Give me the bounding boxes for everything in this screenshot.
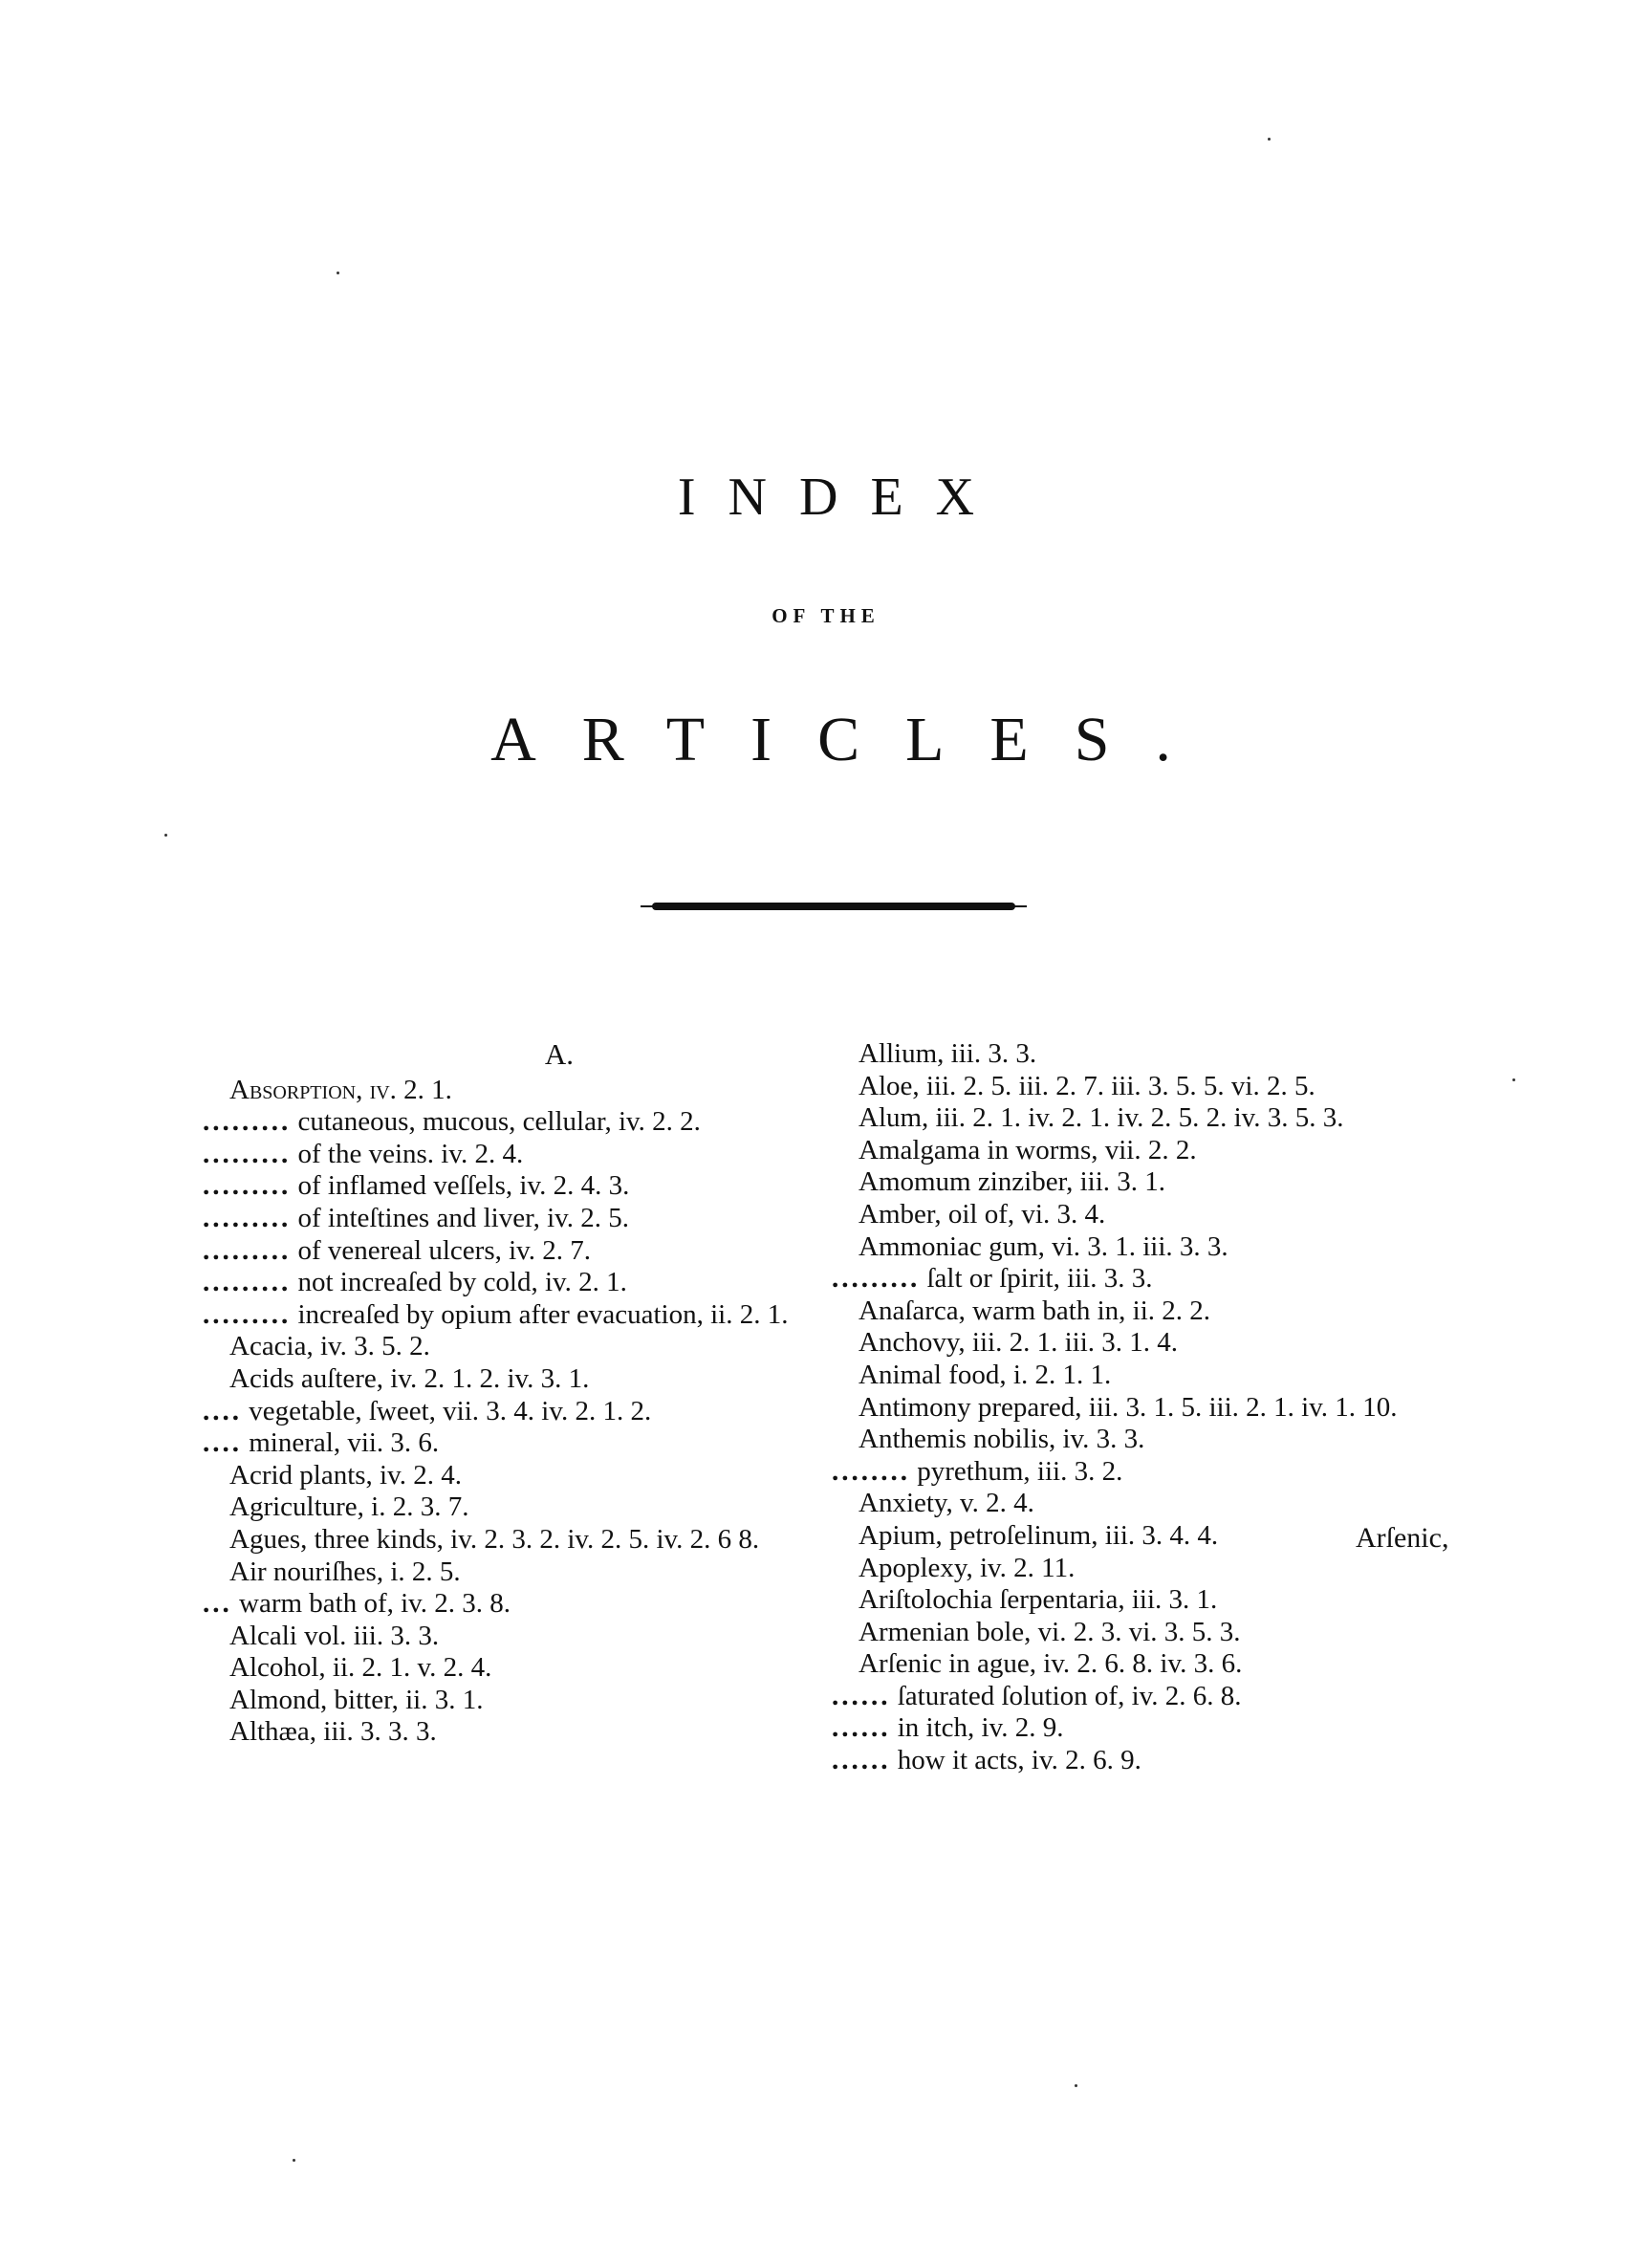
- ditto-leader: ...: [203, 1588, 232, 1620]
- entry-text: of inflamed veſſels, iv. 2. 4. 3.: [297, 1170, 630, 1202]
- index-entry: [859, 1231, 1470, 1264]
- index-entry: [859, 1488, 1470, 1520]
- index-entry: [859, 1584, 1470, 1617]
- print-speck: [1268, 138, 1271, 141]
- index-entry: [832, 1745, 1470, 1777]
- ditto-leader: .........: [203, 1267, 292, 1298]
- entry-text: ſalt or ſpirit, iii. 3. 3.: [926, 1263, 1153, 1295]
- entry-text: Anchovy, iii. 2. 1. iii. 3. 1. 4.: [859, 1327, 1179, 1359]
- index-entry: [832, 1712, 1470, 1745]
- entry-text: Aloe, iii. 2. 5. iii. 2. 7. iii. 3. 5. 5. vi. 2. 5.: [859, 1070, 1315, 1101]
- entry-text: Amber, oil of, vi. 3. 4.: [859, 1198, 1106, 1230]
- entry-list-left: [203, 1074, 822, 1749]
- entry-text: Allium, iii. 3. 3.: [859, 1038, 1037, 1069]
- entry-text: how it acts, iv. 2. 6. 9.: [897, 1745, 1141, 1776]
- entry-text: in itch, iv. 2. 9.: [897, 1712, 1064, 1744]
- entry-text: of the veins. iv. 2. 4.: [297, 1138, 524, 1169]
- entry-text: Amalgama in worms, vii. 2. 2.: [859, 1134, 1197, 1165]
- entry-text: Ammoniac gum, vi. 3. 1. iii. 3. 3.: [859, 1230, 1228, 1262]
- entry-text: Apium, petroſelinum, iii. 3. 4. 4.: [859, 1519, 1219, 1551]
- index-entry: [203, 1106, 822, 1139]
- index-entry: [229, 1621, 822, 1653]
- index-column-left: [203, 1037, 822, 1749]
- index-entry: [859, 1199, 1470, 1231]
- entry-text: Althæa, iii. 3. 3. 3.: [229, 1716, 437, 1748]
- index-entry: [203, 1588, 822, 1621]
- entry-text: Apoplexy, iv. 2. 11.: [859, 1552, 1076, 1583]
- ditto-leader: ......: [832, 1712, 891, 1744]
- entry-text: cutaneous, mucous, cellular, iv. 2. 2.: [297, 1106, 701, 1138]
- decorative-rule: [652, 903, 1015, 910]
- index-entry: [859, 1648, 1470, 1681]
- ditto-leader: ......: [832, 1745, 891, 1776]
- page-title: INDEX: [677, 468, 1008, 527]
- ditto-leader: .........: [203, 1138, 292, 1169]
- index-entry: [229, 1331, 822, 1363]
- entry-text: Almond, bitter, ii. 3. 1.: [229, 1684, 484, 1715]
- index-entry: [203, 1395, 822, 1428]
- index-entry: [203, 1170, 822, 1203]
- entry-list-right: [832, 1038, 1470, 1777]
- index-entry: [859, 1135, 1470, 1167]
- index-entry: [229, 1460, 822, 1492]
- entry-text: of venereal ulcers, iv. 2. 7.: [297, 1234, 592, 1266]
- index-entry: [203, 1427, 822, 1460]
- entry-text: Agues, three kinds, iv. 2. 3. 2. iv. 2. 5. iv. 2. 6 8.: [229, 1523, 760, 1555]
- index-entry: [203, 1202, 822, 1235]
- index-entry: [203, 1298, 822, 1332]
- entry-text: Amomum zinziber, iii. 3. 1.: [859, 1166, 1166, 1198]
- catchword: Arſenic,: [1356, 1522, 1449, 1554]
- ditto-leader: .........: [203, 1106, 292, 1138]
- ditto-leader: .........: [203, 1202, 292, 1233]
- index-entry: [229, 1652, 822, 1685]
- page-subtitle: ARTICLES.: [490, 705, 1217, 774]
- index-entry: [832, 1680, 1470, 1713]
- entry-text: ſaturated ſolution of, iv. 2. 6. 8.: [897, 1680, 1242, 1711]
- title-connector: OF THE: [772, 604, 880, 627]
- print-speck: [1075, 2084, 1077, 2087]
- entry-text: Alcali vol. iii. 3. 3.: [229, 1620, 440, 1651]
- index-entry: [859, 1327, 1470, 1360]
- entry-text: vegetable, ſweet, vii. 3. 4. iv. 2. 1. 2.: [249, 1395, 652, 1426]
- print-speck: [337, 272, 339, 274]
- index-entry: [229, 1363, 822, 1396]
- entry-text: Agriculture, i. 2. 3. 7.: [229, 1491, 469, 1523]
- entry-text: of inteſtines and liver, iv. 2. 5.: [297, 1202, 629, 1233]
- entry-text: Arſenic in ague, iv. 2. 6. 8. iv. 3. 6.: [859, 1648, 1243, 1680]
- entry-text: Acrid plants, iv. 2. 4.: [229, 1459, 462, 1491]
- index-entry: [859, 1166, 1470, 1199]
- index-entry: [229, 1491, 822, 1524]
- entry-text: increaſed by opium after evacuation, ii. 2. 1.: [297, 1298, 789, 1330]
- index-entry: [229, 1685, 822, 1717]
- index-column-right: [832, 1038, 1470, 1777]
- index-entry: [859, 1424, 1470, 1456]
- entry-text: Air nouriſhes, i. 2. 5.: [229, 1556, 461, 1587]
- index-entry: [859, 1360, 1470, 1392]
- ditto-leader: .........: [832, 1263, 921, 1295]
- print-speck: [164, 834, 167, 837]
- index-entry: [229, 1716, 822, 1749]
- ditto-leader: ....: [203, 1427, 242, 1459]
- index-entry: [859, 1038, 1470, 1071]
- entry-text: pyrethum, iii. 3. 2.: [917, 1455, 1123, 1487]
- entry-text: Acacia, iv. 3. 5. 2.: [229, 1331, 430, 1362]
- entry-text: Absorption, iv. 2. 1.: [229, 1074, 452, 1105]
- entry-text: Ariſtolochia ſerpentaria, iii. 3. 1.: [859, 1584, 1218, 1616]
- entry-text: Armenian bole, vi. 2. 3. vi. 3. 5. 3.: [859, 1616, 1241, 1647]
- ditto-leader: ....: [203, 1395, 242, 1426]
- index-entry: [203, 1138, 822, 1171]
- entry-text: Alcohol, ii. 2. 1. v. 2. 4.: [229, 1652, 492, 1684]
- index-entry: [203, 1267, 822, 1299]
- ditto-leader: ........: [832, 1455, 910, 1487]
- index-entry: [229, 1524, 822, 1556]
- section-letter: A.: [544, 1037, 575, 1071]
- index-entry: [229, 1556, 822, 1589]
- entry-text: Acids auſtere, iv. 2. 1. 2. iv. 3. 1.: [229, 1362, 590, 1394]
- entry-text: Anthemis nobilis, iv. 3. 3.: [859, 1424, 1145, 1455]
- ditto-leader: .........: [203, 1170, 292, 1202]
- index-entry: [859, 1617, 1470, 1649]
- entry-text: mineral, vii. 3. 6.: [249, 1427, 440, 1459]
- index-entry: [832, 1263, 1470, 1295]
- entry-text: warm bath of, iv. 2. 3. 8.: [239, 1588, 511, 1620]
- ditto-leader: .........: [203, 1234, 292, 1266]
- ditto-leader: ......: [832, 1680, 891, 1711]
- index-entry: [859, 1392, 1470, 1425]
- entry-text: Anxiety, v. 2. 4.: [859, 1488, 1034, 1519]
- print-speck: [1512, 1078, 1515, 1081]
- index-entry: [229, 1075, 822, 1107]
- index-entry: [859, 1553, 1470, 1585]
- index-entry: [203, 1234, 822, 1268]
- index-entry: [859, 1295, 1470, 1328]
- entry-text: Anaſarca, warm bath in, ii. 2. 2.: [859, 1295, 1211, 1326]
- entry-text: not increaſed by cold, iv. 2. 1.: [297, 1267, 627, 1298]
- index-entry: [859, 1102, 1470, 1135]
- ditto-leader: .........: [203, 1298, 292, 1330]
- entry-text: Animal food, i. 2. 1. 1.: [859, 1359, 1112, 1390]
- entry-text: Antimony prepared, iii. 3. 1. 5. iii. 2. 1. iv. 1. 10.: [859, 1391, 1398, 1423]
- entry-text: Alum, iii. 2. 1. iv. 2. 1. iv. 2. 5. 2. iv. 3. 5. 3.: [859, 1102, 1344, 1134]
- print-speck: [293, 2159, 295, 2162]
- index-entry: [832, 1455, 1470, 1489]
- index-entry: [859, 1071, 1470, 1103]
